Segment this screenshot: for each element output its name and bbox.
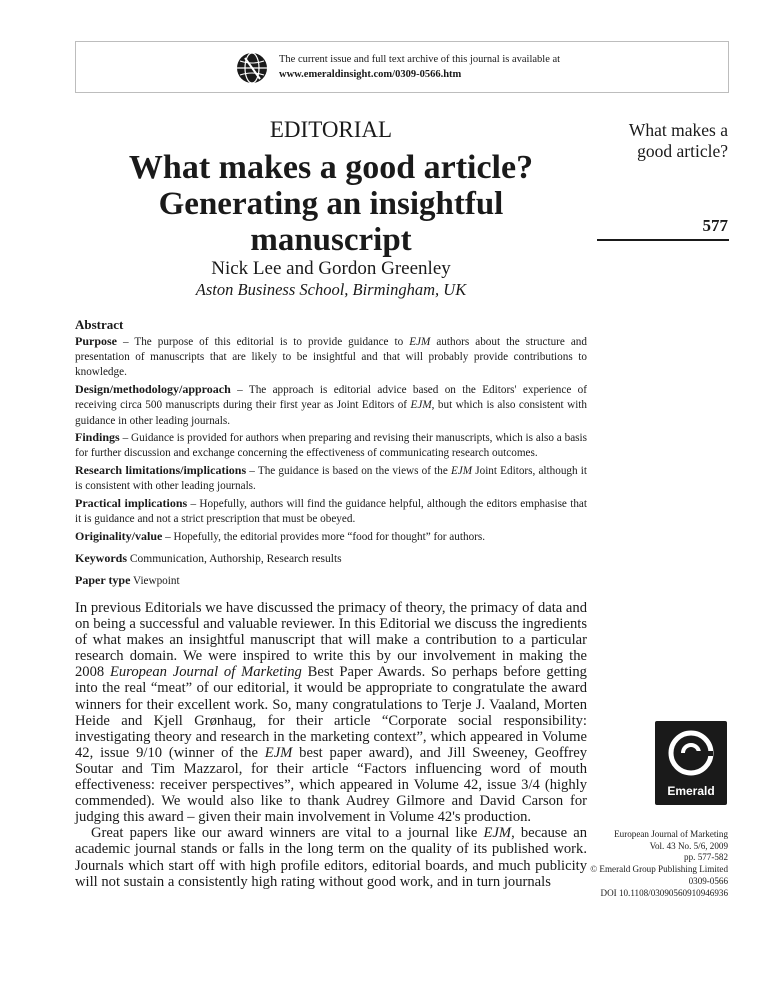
authors: Nick Lee and Gordon Greenley xyxy=(211,258,451,279)
journal-copyright: © Emerald Group Publishing Limited xyxy=(590,864,728,875)
running-head xyxy=(528,120,728,162)
abstract-limitations: Research limitations/implications – The guidance is based on the views of the EJM Joint Editors, although it is consistent with other leading journals. xyxy=(75,463,587,493)
section-label: EDITORIAL xyxy=(269,117,393,142)
running-head-line-2: good article? xyxy=(637,141,728,161)
journal-doi[interactable]: DOI 10.1108/03090560910946936 xyxy=(600,887,728,898)
abstract-heading: Abstract xyxy=(75,317,124,332)
abstract xyxy=(75,316,587,591)
body-paragraph-1: In previous Editorials we have discussed the primacy of theory, the primacy of data and on being a successful and valuable reviewer. In this Editorial we discuss the ingredients of what makes an insightful manuscript that will make a contribution to a particular research domain. We were inspired to write this by our involvement in making the 2008 European Journal of Marketing Best Paper Awards. So perhaps before getting into the real “meat” of our editorial, it would be appropriate to congratulate the award winners for their excellent work. So, many congratulations to Terje J. Vaaland, Morten Heide and Kjell Grønhaug, for their article “Corporate social responsibility: investigating theory and research in the marketing context”, which appeared in Volume 42, issue 9/10 (winner of the EJM best paper award), and Jill Sweeney, Geoffrey Soutar and Tim Mazzarol, for their article “Factors influencing word of mouth effectiveness: receiver perspectives”, which appeared in Volume 42, issue 3/4 (highly commended). We would also like to thank Audrey Gilmore and David Carson for judging this award – given their main involvement in Volume 42's production. xyxy=(75,600,587,826)
title-line-3: manuscript xyxy=(250,222,412,258)
body-paragraph-2: Great papers like our award winners are vital to a journal like EJM, because an academic journal stands or falls in the long term on the quality of its published work. Journals which start off with high profile editors, editorial boards, and much publicity will not sustain a consistently high rating without good work, and in turn journals xyxy=(75,825,588,890)
journal-availability-banner xyxy=(75,41,729,93)
banner-text: The current issue and full text archive of this journal is available at xyxy=(279,54,561,65)
paper-type: Paper type Viewpoint xyxy=(75,573,180,588)
article-body xyxy=(75,600,587,890)
globe-icon xyxy=(236,52,268,84)
affiliation: Aston Business School, Birmingham, UK xyxy=(195,280,467,299)
page-number-rule xyxy=(597,239,729,241)
abstract-design: Design/methodology/approach – The approach is editorial advice based on the Editors' experience of receiving circa 500 manuscripts during their first year as Joint Editors of EJM, but which is also consistent with guidance in other leading journals. xyxy=(75,382,587,427)
journal-pages: pp. 577-582 xyxy=(684,852,728,863)
journal-info xyxy=(548,829,728,899)
abstract-purpose: Purpose – The purpose of this editorial is to provide guidance to EJM authors about the structure and presentation of manuscripts that are likely to be insightful and that will probably provide contributions to knowledge. xyxy=(75,334,587,379)
abstract-originality: Originality/value – Hopefully, the editorial provides more “food for thought” for authors. xyxy=(75,528,486,543)
page-number: 577 xyxy=(702,216,728,235)
journal-name: European Journal of Marketing xyxy=(614,829,728,839)
running-head-line-1: What makes a xyxy=(628,120,728,140)
title-line-2: Generating an insightful xyxy=(158,186,504,222)
journal-issn: 0309-0566 xyxy=(688,875,728,886)
abstract-findings: Findings – Guidance is provided for authors when preparing and revising their manuscripts, which is also a basis for further discussion and exchange concerning the effectiveness of communicating research outcomes. xyxy=(75,430,587,460)
title-line-1: What makes a good article? xyxy=(128,149,534,186)
emerald-logo-text: Emerald xyxy=(667,784,715,798)
journal-volume: Vol. 43 No. 5/6, 2009 xyxy=(649,840,728,851)
journal-url-link[interactable]: www.emeraldinsight.com/0309-0566.htm xyxy=(279,69,462,80)
keywords: Keywords Communication, Authorship, Research results xyxy=(75,551,342,566)
abstract-practical: Practical implications – Hopefully, authors will find the guidance helpful, although the editors emphasise that it is guidance and not a strict prescription that must be obeyed. xyxy=(75,496,588,526)
article-title xyxy=(75,150,587,258)
